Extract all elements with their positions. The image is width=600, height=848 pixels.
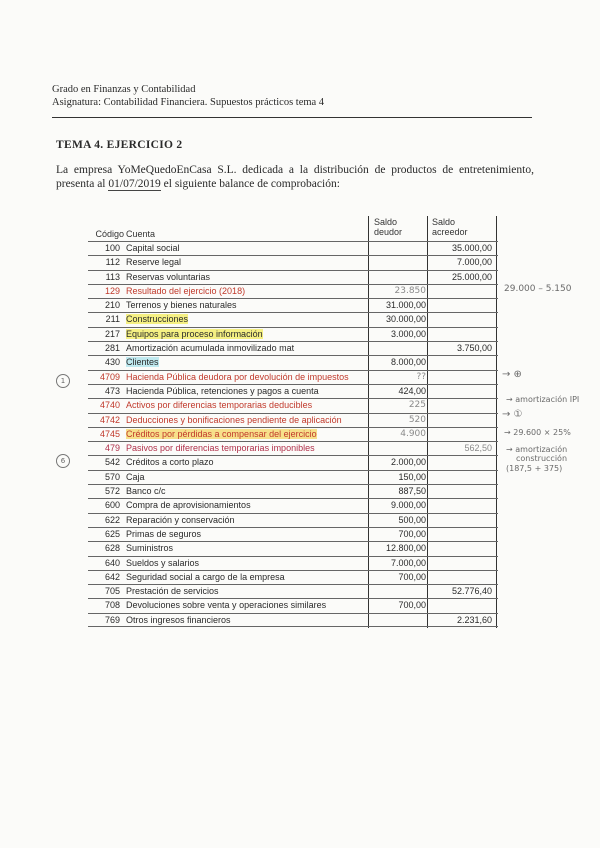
row-credit: 35.000,00 <box>451 243 492 253</box>
row-account-name: Sueldos y salarios <box>126 557 200 568</box>
row-code: 281 <box>104 343 120 354</box>
header-debit: Saldo deudor <box>374 217 403 237</box>
row-account-name: Caja <box>126 471 145 482</box>
row-code: 769 <box>104 614 120 625</box>
row-account-name: Otros ingresos financieros <box>126 614 231 625</box>
row-code: 210 <box>104 300 120 311</box>
row-account-name: Equipos para proceso información <box>126 328 263 339</box>
row-debit: 7.000,00 <box>390 557 426 568</box>
table-row <box>88 455 498 469</box>
row-debit: 225 <box>408 400 426 411</box>
intro-date: 01/07/2019 <box>108 178 161 190</box>
row-debit: 150,00 <box>398 471 426 482</box>
table-row <box>88 327 498 341</box>
row-debit: 8.000,00 <box>390 357 426 368</box>
table-row <box>88 270 498 284</box>
row-debit: 31.000,00 <box>385 300 426 311</box>
row-code: 4740 <box>99 400 120 411</box>
table-row <box>88 370 498 384</box>
margin-mark-6: 6 <box>56 454 70 468</box>
row-code: 112 <box>105 257 120 268</box>
row-code: 129 <box>104 285 120 296</box>
table-row <box>88 613 498 627</box>
row-account-name: Hacienda Pública deudora por devolución de impuestos <box>126 371 349 382</box>
row-debit: 887,50 <box>398 486 426 497</box>
row-code: 705 <box>104 586 120 597</box>
row-code: 625 <box>104 528 120 539</box>
row-account-name: Capital social <box>126 243 180 253</box>
row-account-name: Deducciones y bonificaciones pendiente de aplicación <box>126 414 342 425</box>
row-code: 430 <box>104 357 120 368</box>
row-account-name: Reserve legal <box>126 257 182 268</box>
row-account-name: Amortización acumulada inmovilizado mat <box>126 343 295 354</box>
row-credit: 52.776,40 <box>451 586 492 597</box>
note-4742: → 29.600 × 25% <box>504 428 571 437</box>
table-row <box>88 484 498 498</box>
row-code: 542 <box>104 457 120 468</box>
table-row <box>88 541 498 555</box>
row-debit: 700,00 <box>398 571 426 582</box>
row-account-name: Prestación de servicios <box>126 586 219 597</box>
row-credit: 7.000,00 <box>456 257 492 268</box>
row-credit: 3.750,00 <box>456 343 492 354</box>
note-479-line2: construcción <box>516 454 568 463</box>
table-row <box>88 298 498 312</box>
row-code: 473 <box>104 385 120 396</box>
row-account-name: Resultado del ejercicio (2018) <box>126 285 246 296</box>
note-479-line3: (187,5 + 375) <box>506 464 563 473</box>
row-debit: 520 <box>408 414 426 425</box>
row-code: 4745 <box>99 428 120 439</box>
row-account-name: Hacienda Pública, retenciones y pagos a cuenta <box>126 385 319 396</box>
row-code: 113 <box>105 271 120 282</box>
header-account: Cuenta <box>126 229 156 239</box>
table-body <box>88 241 498 627</box>
row-account-name: Reparación y conservación <box>126 514 235 525</box>
row-debit: 2.000,00 <box>390 457 426 468</box>
table-row <box>88 498 498 512</box>
row-debit: 500,00 <box>398 514 426 525</box>
table-row <box>88 355 498 369</box>
table-row <box>88 341 498 355</box>
table-row <box>88 441 498 455</box>
table-row <box>88 241 498 255</box>
row-code: 479 <box>104 443 120 454</box>
note-473: → amortización IPI <box>506 395 580 404</box>
row-code: 642 <box>104 571 120 582</box>
subject-line: Asignatura: Contabilidad Financiera. Supuestos prácticos tema 4 <box>52 97 325 108</box>
row-code: 640 <box>104 557 120 568</box>
table-row <box>88 284 498 298</box>
row-code: 100 <box>104 243 120 253</box>
row-credit: 25.000,00 <box>451 271 492 282</box>
row-code: 600 <box>104 500 120 511</box>
table-row <box>88 427 498 441</box>
note-129: 29.000 – 5.150 <box>504 284 572 294</box>
row-debit: 9.000,00 <box>390 500 426 511</box>
header-credit: Saldo acreedor <box>432 217 468 237</box>
table-row <box>88 398 498 412</box>
row-code: 4709 <box>99 371 120 382</box>
intro-text-before: La empresa YoMeQuedoEnCasa S.L. dedicada a la distribución de productos de entretenimiento, presenta al <box>56 164 534 190</box>
intro-text-after: el siguiente balance de comprobación: <box>160 178 340 190</box>
note-4709: → ⊕ <box>502 369 522 380</box>
table-row <box>88 312 498 326</box>
exercise-title: TEMA 4. EJERCICIO 2 <box>56 139 183 151</box>
row-account-name: Reservas voluntarias <box>126 271 211 282</box>
intro-paragraph <box>56 163 534 191</box>
table-row <box>88 513 498 527</box>
degree-line: Grado en Finanzas y Contabilidad <box>52 84 196 95</box>
table-row <box>88 470 498 484</box>
row-account-name: Banco c/c <box>126 486 166 497</box>
header-rule <box>52 117 532 118</box>
row-credit: 2.231,60 <box>456 614 492 625</box>
row-debit: 12.800,00 <box>385 543 426 554</box>
row-account-name: Compra de aprovisionamientos <box>126 500 251 511</box>
row-code: 217 <box>104 328 120 339</box>
row-debit: 700,00 <box>398 600 426 611</box>
row-code: 4742 <box>99 414 120 425</box>
row-account-name: Créditos a corto plazo <box>126 457 214 468</box>
row-account-name: Pasivos por diferencias temporarias imponibles <box>126 443 315 454</box>
table-row <box>88 584 498 598</box>
header-code: Código <box>95 229 124 239</box>
row-account-name: Activos por diferencias temporarias deducibles <box>126 400 313 411</box>
table-row <box>88 598 498 612</box>
margin-mark-1: 1 <box>56 374 70 388</box>
table-header <box>88 216 498 240</box>
row-debit: 4.900 <box>400 428 426 439</box>
row-debit: 23.850 <box>394 285 426 296</box>
row-code: 211 <box>105 314 120 325</box>
row-account-name: Créditos por pérdidas a compensar del ejercicio <box>126 428 317 439</box>
row-code: 570 <box>104 471 120 482</box>
table-row <box>88 255 498 269</box>
note-479-line1: → amortización <box>506 445 568 454</box>
row-code: 708 <box>104 600 120 611</box>
row-debit: 700,00 <box>398 528 426 539</box>
row-account-name: Devoluciones sobre venta y operaciones similares <box>126 600 327 611</box>
table-row <box>88 556 498 570</box>
row-account-name: Primas de seguros <box>126 528 202 539</box>
table-row <box>88 413 498 427</box>
row-debit: 30.000,00 <box>385 314 426 325</box>
row-account-name: Suministros <box>126 543 174 554</box>
row-debit: ?? <box>416 371 426 382</box>
course-header <box>52 83 324 109</box>
row-debit: 3.000,00 <box>390 328 426 339</box>
table-row <box>88 570 498 584</box>
row-credit: 562,50 <box>464 443 492 454</box>
row-code: 572 <box>104 486 120 497</box>
row-account-name: Clientes <box>126 357 159 368</box>
table-row <box>88 527 498 541</box>
row-account-name: Construcciones <box>126 314 189 325</box>
row-account-name: Seguridad social a cargo de la empresa <box>126 571 285 582</box>
row-account-name: Terrenos y bienes naturales <box>126 300 237 311</box>
row-code: 622 <box>104 514 120 525</box>
note-4740: → ① <box>502 409 523 420</box>
row-code: 628 <box>104 543 120 554</box>
table-row <box>88 384 498 398</box>
row-debit: 424,00 <box>398 385 426 396</box>
